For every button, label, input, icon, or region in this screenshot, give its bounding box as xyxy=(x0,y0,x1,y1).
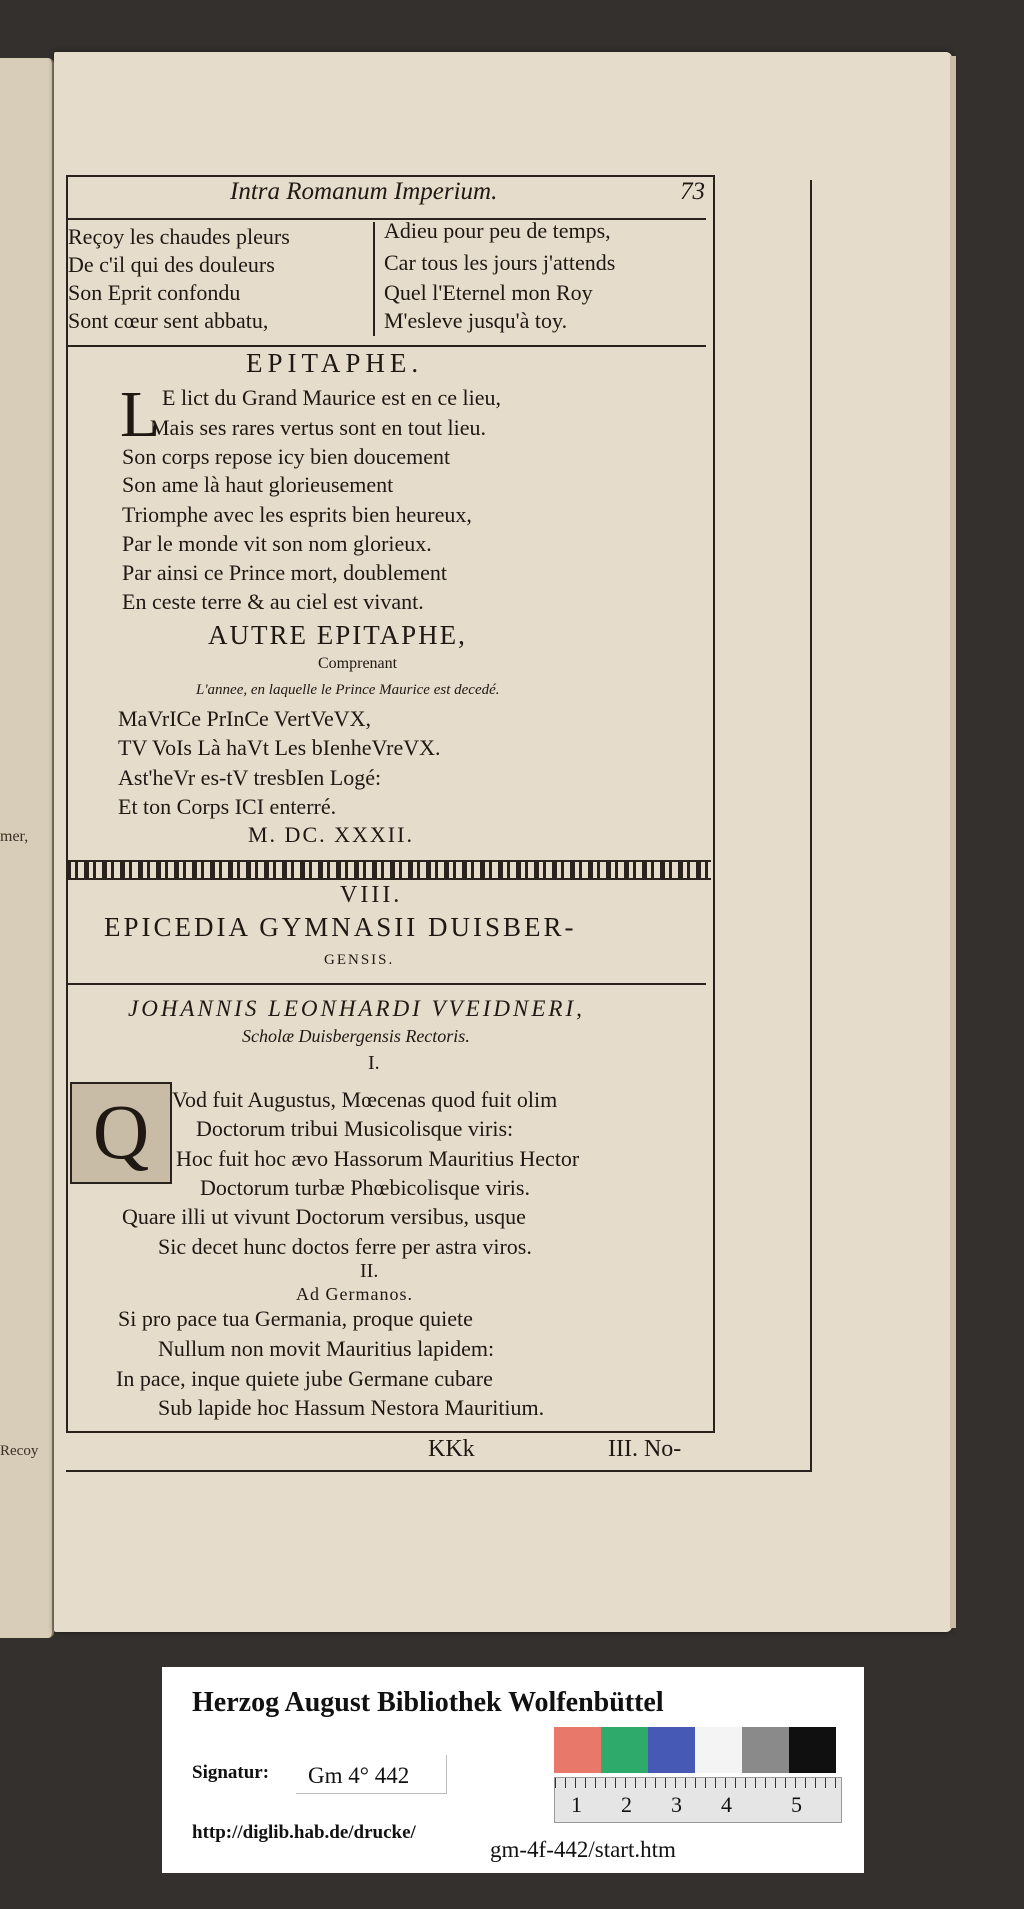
poem-line: Hoc fuit hoc ævo Hassorum Mauritius Hector xyxy=(176,1146,580,1171)
library-label xyxy=(162,1667,864,1873)
epitaphe-line: Son corps repose icy bien doucement xyxy=(122,444,451,469)
chronogram-line: MaVrICe PrInCe VertVeVX, xyxy=(118,706,372,731)
signatur-label: Signatur: xyxy=(192,1762,270,1783)
chronogram-line: TV VoIs Là haVt Les bIenheVreVX. xyxy=(118,735,441,760)
page-edge xyxy=(950,56,956,1628)
left-page-fragment: mer, xyxy=(0,828,29,845)
poem-line: Reçoy les chaudes pleurs xyxy=(68,224,290,249)
library-name: Herzog August Bibliothek Wolfenbüttel xyxy=(192,1687,664,1718)
frame-rule xyxy=(66,1470,812,1472)
frame-rule xyxy=(810,180,812,1470)
chronogram-line: Et ton Corps ICI enterré. xyxy=(118,794,337,819)
poem-line: Doctorum tribui Musicolisque viris: xyxy=(196,1116,514,1141)
section-number: VIII. xyxy=(340,882,403,908)
poem-line: Vod fuit Augustus, Mœcenas quod fuit olim xyxy=(172,1087,558,1112)
poem-line: De c'il qui des douleurs xyxy=(68,252,275,277)
url-prefix[interactable]: http://diglib.hab.de/drucke/ xyxy=(192,1822,416,1843)
epitaphe-line: Son ame là haut glorieusement xyxy=(122,472,394,497)
section-title: EPICEDIA GYMNASII DUISBER- xyxy=(104,912,577,942)
ruler-number: 2 xyxy=(621,1792,632,1817)
url-suffix[interactable]: gm-4f-442/start.htm xyxy=(490,1837,676,1862)
ruler-number: 1 xyxy=(571,1792,582,1817)
poem-line: Adieu pour peu de temps, xyxy=(384,218,611,243)
part-number: II. xyxy=(360,1260,379,1282)
poem-line: Quel l'Eternel mon Roy xyxy=(384,280,593,305)
poem-line: M'esleve jusqu'à toy. xyxy=(384,308,568,333)
comprenant-label: Comprenant xyxy=(318,655,398,672)
ruler-number: 3 xyxy=(671,1792,682,1817)
author-role: Scholæ Duisbergensis Rectoris. xyxy=(242,1026,470,1046)
running-head: Intra Romanum Imperium. xyxy=(230,178,498,205)
epitaphe-title: EPITAPHE. xyxy=(246,348,424,378)
epitaphe-line: Par le monde vit son nom glorieux. xyxy=(122,531,432,556)
catchword: III. No- xyxy=(608,1436,682,1462)
color-swatch-black xyxy=(789,1727,836,1773)
left-page-edge xyxy=(0,58,54,1638)
epitaphe-line: En ceste terre & au ciel est vivant. xyxy=(122,589,424,614)
page-number: 73 xyxy=(680,178,705,205)
poem-line: Si pro pace tua Germania, proque quiete xyxy=(118,1306,473,1331)
ad-germanos: Ad Germanos. xyxy=(296,1284,413,1304)
color-swatch-blue xyxy=(648,1727,695,1773)
poem-line: Quare illi ut vivunt Doctorum versibus, usque xyxy=(122,1204,526,1229)
poem-line: Sub lapide hoc Hassum Nestora Mauritium. xyxy=(158,1395,545,1420)
color-swatch-red xyxy=(554,1727,601,1773)
ornament-border xyxy=(66,860,711,880)
decorated-initial: Q xyxy=(70,1082,172,1184)
drop-cap: L xyxy=(120,378,161,451)
ruler-number: 4 xyxy=(721,1792,732,1817)
rule xyxy=(66,983,706,985)
color-swatch-green xyxy=(601,1727,648,1773)
part-number: I. xyxy=(368,1052,380,1074)
left-page-fragment: Recoy xyxy=(0,1443,39,1459)
year-line: M. DC. XXXII. xyxy=(248,822,414,847)
autre-epitaphe-title: AUTRE EPITAPHE, xyxy=(208,620,467,650)
epitaphe-line: E lict du Grand Maurice est en ce lieu, xyxy=(162,385,502,410)
poem-line: Doctorum turbæ Phœbicolisque viris. xyxy=(200,1175,530,1200)
autre-subtitle: L'annee, en laquelle le Prince Maurice est decedé. xyxy=(196,682,500,698)
column-rule xyxy=(373,222,375,336)
poem-line: Son Eprit confondu xyxy=(68,280,241,305)
poem-line: Car tous les jours j'attends xyxy=(384,250,616,275)
signature-mark: KKk xyxy=(428,1436,475,1462)
color-swatch-gray xyxy=(742,1727,789,1773)
epitaphe-line: Mais ses rares vertus sont en tout lieu. xyxy=(150,415,487,440)
scale-ruler xyxy=(554,1777,842,1823)
rule xyxy=(66,345,706,347)
color-swatch-white xyxy=(695,1727,742,1773)
poem-line: Sont cœur sent abbatu, xyxy=(68,308,269,333)
ruler-number: 5 xyxy=(791,1792,802,1817)
poem-line: In pace, inque quiete jube Germane cubare xyxy=(116,1366,493,1391)
epitaphe-line: Triomphe avec les esprits bien heureux, xyxy=(122,502,472,527)
chronogram-line: Ast'heVr es-tV tresbIen Logé: xyxy=(118,765,382,790)
poem-line: Nullum non movit Mauritius lapidem: xyxy=(158,1336,495,1361)
epitaphe-line: Par ainsi ce Prince mort, doublement xyxy=(122,560,448,585)
poem-line: Sic decet hunc doctos ferre per astra viros. xyxy=(158,1234,532,1259)
author-name: JOHANNIS LEONHARDI VVEIDNERI, xyxy=(128,996,585,1021)
section-title-continued: GENSIS. xyxy=(324,952,395,968)
signatur-value: Gm 4° 442 xyxy=(308,1763,410,1788)
